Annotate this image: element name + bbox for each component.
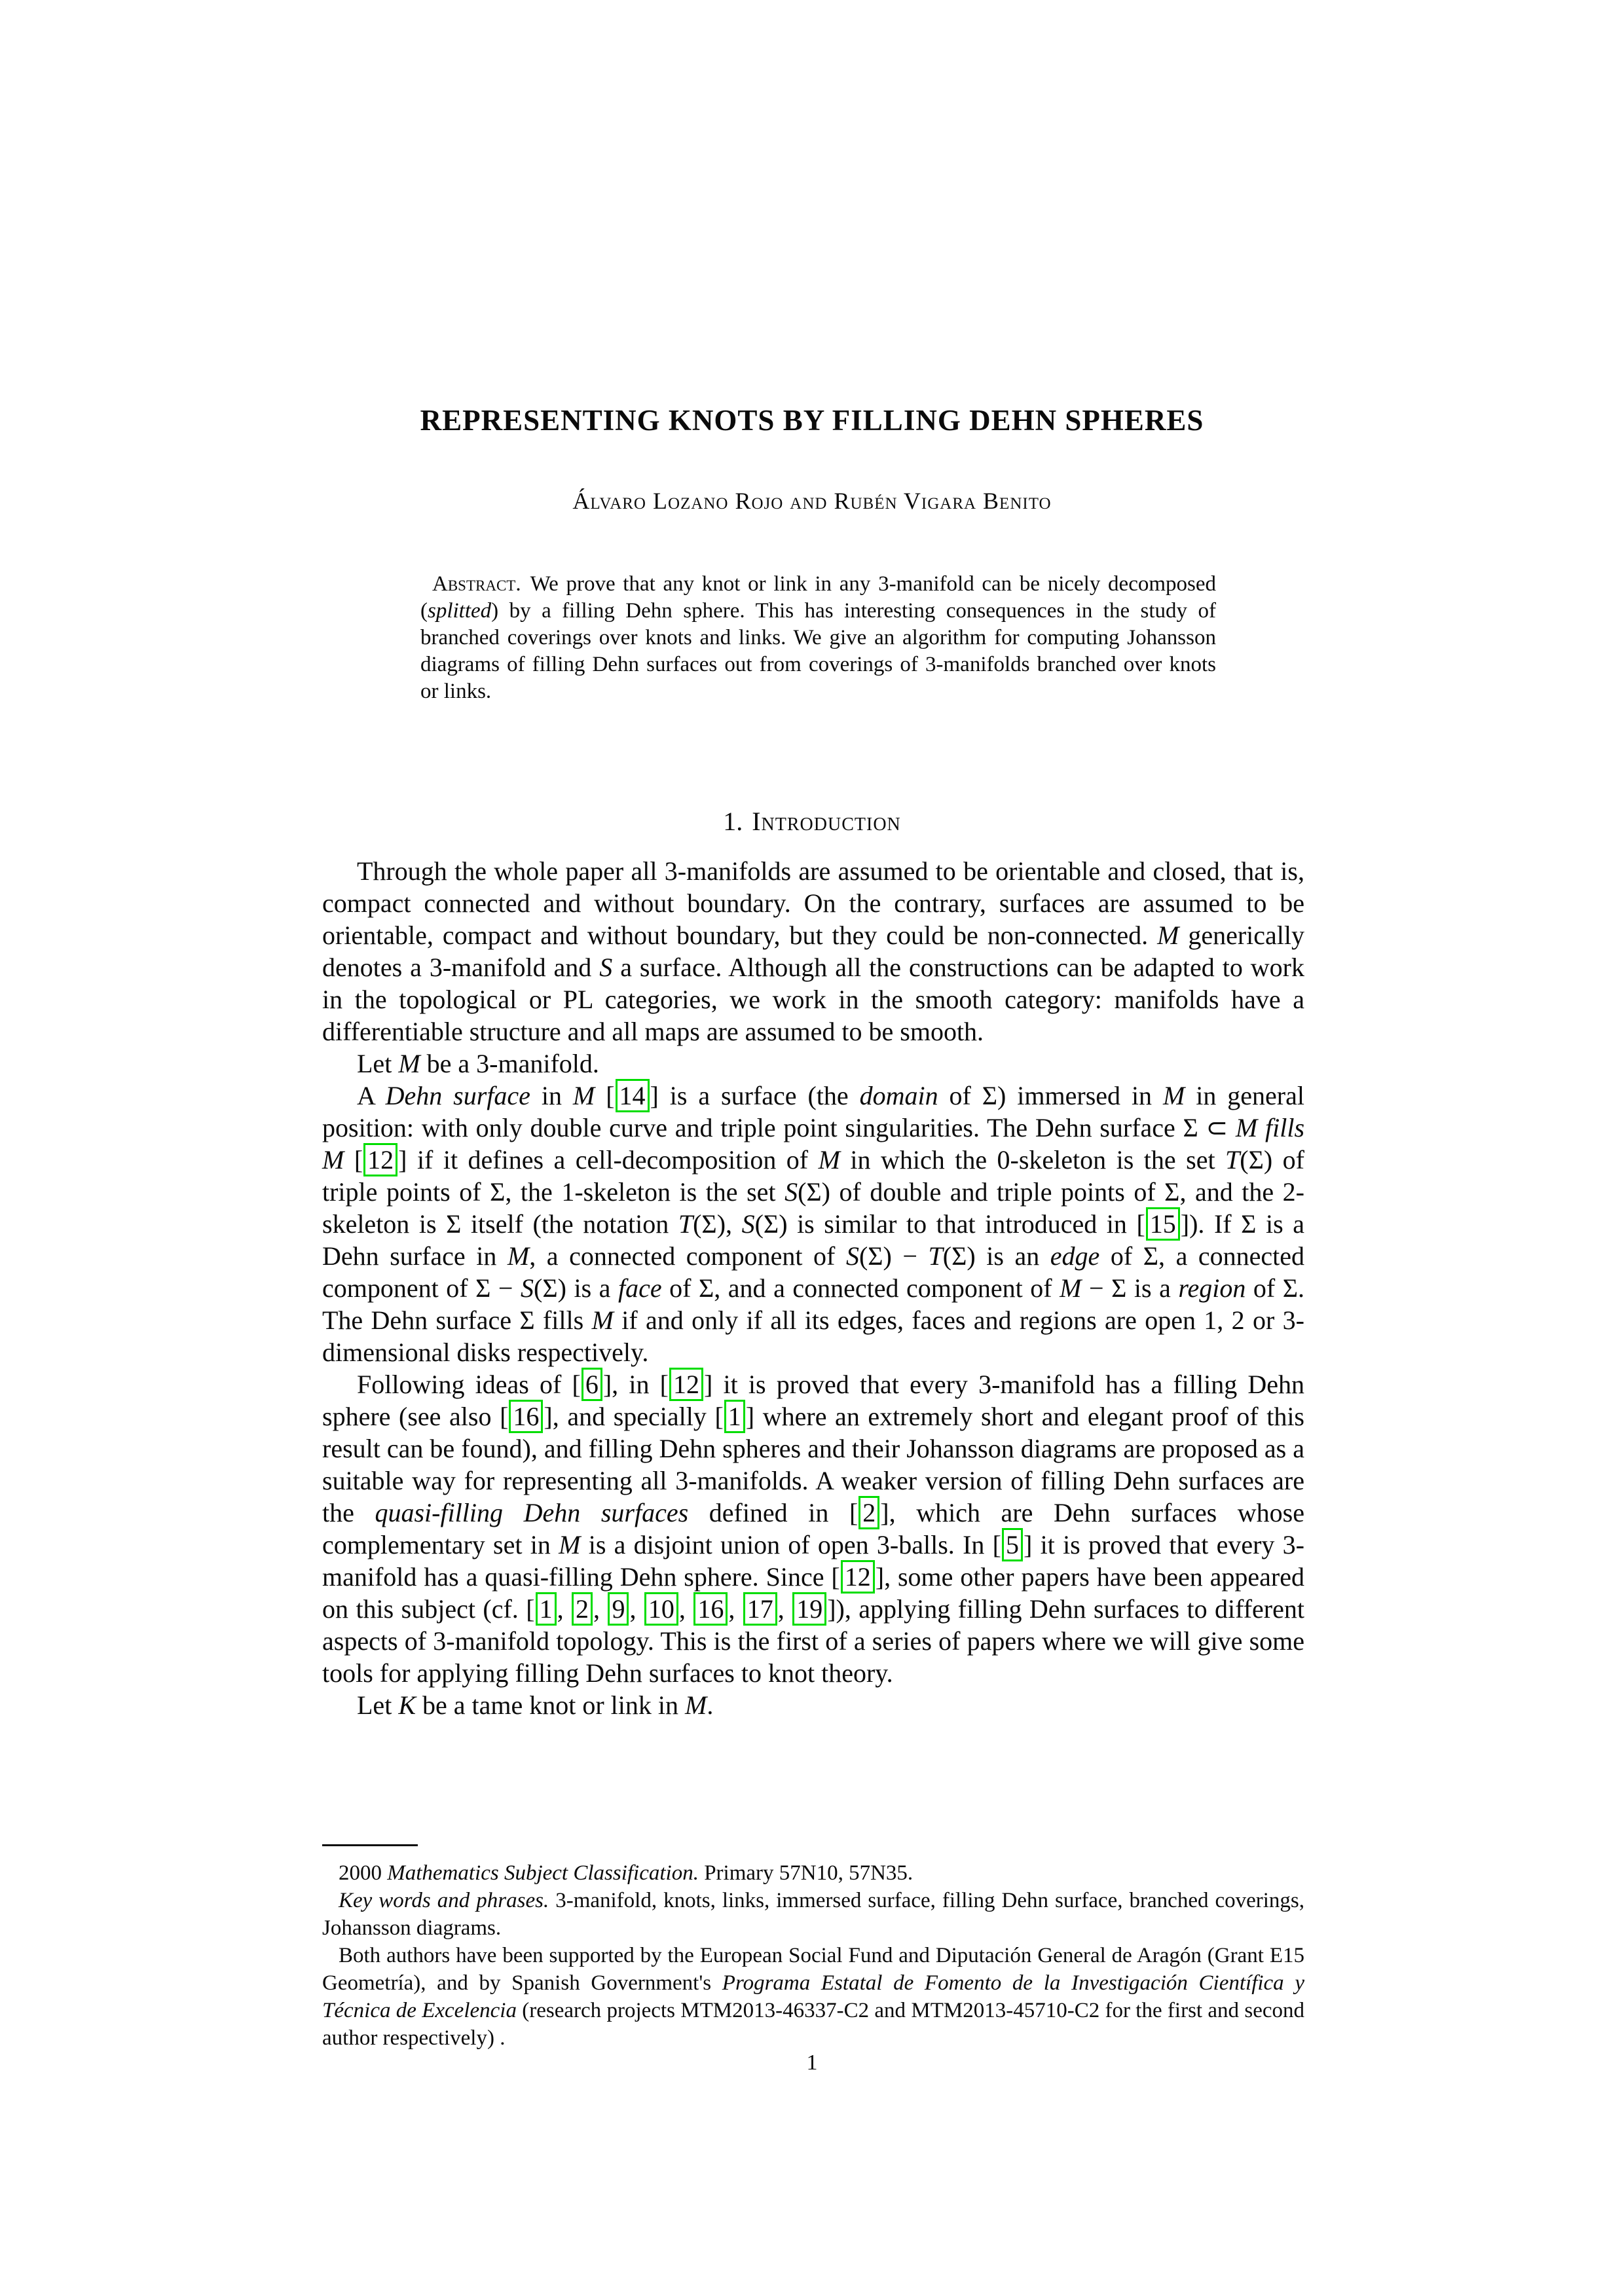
italic-text: quasi-filling Dehn surfaces bbox=[375, 1498, 689, 1527]
text-run: be a tame knot or link in bbox=[416, 1690, 686, 1720]
text-run: defined in bbox=[688, 1498, 849, 1527]
citation: [ 1 ] bbox=[714, 1402, 754, 1431]
text-run: 2000 bbox=[339, 1861, 388, 1885]
text-run: A bbox=[357, 1081, 386, 1110]
italic-text: K bbox=[398, 1690, 416, 1720]
citation: [ 6 ] bbox=[572, 1370, 612, 1399]
footnote-paragraph bbox=[322, 1859, 1304, 1887]
italic-text: Key words and phrases. bbox=[339, 1889, 549, 1912]
text-run: (Σ) of double and triple points of Σ, and the 2-skeleton is Σ itself (the notation bbox=[322, 1177, 1304, 1239]
italic-text: M bbox=[322, 1145, 344, 1175]
citation: [ 1 , 2 , 9 , 10 , 16 , 17 , 19 ] bbox=[526, 1594, 836, 1624]
text-run: − Σ is a bbox=[1081, 1273, 1179, 1303]
text-run: it is proved that every 3-manifold has a quasi-filling Dehn sphere. Since bbox=[322, 1530, 1305, 1592]
italic-text: T bbox=[678, 1209, 693, 1239]
text-run: where an extremely short and elegant proof of this result can be found), and filling Dehn spheres and their Johansson diagrams are proposed as a suitable way for representing all 3-manifolds. A weaker version of filling Dehn surfaces are the bbox=[322, 1402, 1304, 1527]
text-run: it is proved that every 3-manifold has a filling Dehn sphere (see also bbox=[322, 1370, 1305, 1431]
citation: [ 14 ] bbox=[606, 1081, 659, 1110]
text-run: a surface. Although all the constructions can be adapted to work in the topological or PL categories, we work in the smooth category: manifolds have a differentiable structure and all maps are assumed to be smooth. bbox=[322, 953, 1305, 1046]
text-run: is a surface (the bbox=[658, 1081, 860, 1110]
italic-text: S bbox=[784, 1177, 798, 1207]
italic-text: edge bbox=[1050, 1241, 1100, 1271]
citation-link[interactable]: 2 bbox=[572, 1592, 593, 1626]
citation: [ 15 ] bbox=[1136, 1209, 1189, 1239]
italic-text: fills bbox=[1264, 1113, 1305, 1142]
paragraph bbox=[322, 1368, 1304, 1689]
text-run: , some other papers have been appeared on this subject (cf. bbox=[322, 1562, 1304, 1624]
text-run: ) by a filling Dehn sphere. This has interesting consequences in the study of branched coverings over knots and links. We give an algorithm for computing Johansson diagrams of filling Dehn surfaces out from coverings of 3-manifolds branched over knots or links. bbox=[420, 599, 1216, 703]
text-run: (Σ) of triple points of Σ, the 1-skeleton is the set bbox=[322, 1145, 1304, 1207]
italic-text: M bbox=[1157, 920, 1179, 950]
text-run: We prove that any knot or link in any 3-manifold can be nicely decomposed ( bbox=[420, 572, 1216, 623]
text-run: (Σ) is an bbox=[942, 1241, 1050, 1271]
text-run: 3-manifold, knots, links, immersed surface, filling Dehn surface, branched coverings, Johansson diagrams. bbox=[322, 1889, 1305, 1940]
citation: [ 12 ] bbox=[660, 1370, 713, 1399]
italic-text: M bbox=[559, 1530, 581, 1559]
text-run: , in bbox=[612, 1370, 660, 1399]
footnote-paragraph bbox=[322, 1887, 1304, 1942]
paper-title: REPRESENTING KNOTS BY FILLING DEHN SPHERES bbox=[420, 404, 1204, 437]
citation-link[interactable]: 16 bbox=[509, 1400, 543, 1433]
citation-link[interactable]: 9 bbox=[608, 1592, 629, 1626]
introduction-body bbox=[322, 855, 1304, 1721]
text-run: of Σ, a connected component of Σ − bbox=[322, 1241, 1305, 1303]
abstract bbox=[420, 571, 1216, 705]
paragraph bbox=[322, 1080, 1304, 1368]
citation-link[interactable]: 12 bbox=[669, 1368, 703, 1401]
text-run: , a connected component of bbox=[529, 1241, 846, 1271]
paper-authors: Álvaro Lozano Rojo and Rubén Vigara Benito bbox=[572, 488, 1052, 514]
text-run: in which the 0-skeleton is the set bbox=[840, 1145, 1226, 1175]
italic-text: S bbox=[741, 1209, 755, 1239]
citation-link[interactable]: 15 bbox=[1146, 1207, 1180, 1241]
text-run: . bbox=[707, 1690, 714, 1720]
text-run: Both authors have been supported by the European Social Fund and Diputación General de Aragón (Grant E15 Geometría), and by Spanish Government's bbox=[322, 1944, 1304, 1995]
text-run: be a 3-manifold. bbox=[420, 1049, 599, 1078]
italic-text: domain bbox=[859, 1081, 938, 1110]
text-run: if and only if all its edges, faces and regions are open 1, 2 or 3-dimensional disks respectively. bbox=[322, 1305, 1304, 1367]
text-run: in bbox=[530, 1081, 573, 1110]
text-run bbox=[344, 1145, 354, 1175]
italic-text: M bbox=[685, 1690, 707, 1720]
italic-text: M bbox=[507, 1241, 530, 1271]
abstract-label: Abstract. bbox=[432, 572, 521, 596]
italic-text: Programa Estatal de Fomento de la Investigación Científica y Técnica de Excelencia bbox=[322, 1971, 1305, 2022]
text-run: (Σ), bbox=[693, 1209, 742, 1239]
citation-link[interactable]: 19 bbox=[792, 1592, 826, 1626]
italic-text: S bbox=[599, 953, 613, 982]
section-title: Introduction bbox=[752, 807, 901, 836]
page-number: 1 bbox=[806, 2050, 818, 2075]
italic-text: S bbox=[845, 1241, 859, 1271]
text-run: , which are Dehn surfaces whose complementary set in bbox=[322, 1498, 1305, 1559]
citation-link[interactable]: 5 bbox=[1002, 1528, 1023, 1561]
paragraph bbox=[322, 1689, 1304, 1721]
italic-text: face bbox=[618, 1273, 662, 1303]
text-run: in general position: with only double curve and triple point singularities. The Dehn surface Σ ⊂ bbox=[322, 1081, 1304, 1142]
text-run: of Σ) immersed in bbox=[938, 1081, 1163, 1110]
italic-text: Mathematics Subject Classification. bbox=[387, 1861, 699, 1885]
citation-link[interactable]: 6 bbox=[581, 1368, 602, 1401]
section-number: 1. bbox=[723, 807, 743, 836]
footnotes bbox=[322, 1859, 1304, 2052]
citation-link[interactable]: 14 bbox=[616, 1079, 650, 1112]
text-run: Let bbox=[357, 1690, 399, 1720]
text-run: Through the whole paper all 3-manifolds are assumed to be orientable and closed, that is, compact connected and without boundary. On the contrary, surfaces are assumed to be orientable, compact and without boundary, but they could be non-connected. bbox=[322, 856, 1304, 950]
italic-text: M bbox=[1060, 1273, 1082, 1303]
citation: [ 5 ] bbox=[993, 1530, 1033, 1559]
text-run: (Σ) − bbox=[858, 1241, 929, 1271]
citation: [ 16 ] bbox=[500, 1402, 553, 1431]
italic-text: T bbox=[1225, 1145, 1240, 1175]
citation-link[interactable]: 10 bbox=[644, 1592, 678, 1626]
paragraph bbox=[322, 855, 1304, 1048]
text-run: of Σ, and a connected component of bbox=[661, 1273, 1060, 1303]
text-run: (Σ) is a bbox=[534, 1273, 618, 1303]
abstract-text bbox=[420, 572, 1216, 703]
footnote-paragraph bbox=[322, 1942, 1304, 2052]
text-run: ), applying filling Dehn surfaces to different aspects of 3-manifold topology. This is the first of a series of papers where we will give some tools for applying filling Dehn surfaces to knot theory. bbox=[322, 1594, 1304, 1688]
italic-text: M bbox=[572, 1081, 595, 1110]
text-run: Following ideas of bbox=[357, 1370, 572, 1399]
paragraph bbox=[322, 1048, 1304, 1080]
citation-link[interactable]: 12 bbox=[363, 1143, 397, 1176]
italic-text: M bbox=[1163, 1081, 1185, 1110]
text-run: Let bbox=[357, 1049, 399, 1078]
section-heading bbox=[0, 806, 1624, 837]
text-run bbox=[1257, 1113, 1265, 1142]
text-run: if it defines a cell-decomposition of bbox=[407, 1145, 819, 1175]
footnote-rule bbox=[322, 1844, 418, 1846]
text-run: generically denotes a 3-manifold and bbox=[322, 920, 1304, 982]
italic-text: Dehn surface bbox=[385, 1081, 530, 1110]
citation-link[interactable]: 12 bbox=[841, 1560, 875, 1594]
italic-text: M bbox=[398, 1049, 420, 1078]
text-run: is a disjoint union of open 3-balls. In bbox=[580, 1530, 993, 1559]
citation: [ 12 ] bbox=[354, 1145, 407, 1175]
text-run: ). If Σ is a Dehn surface in bbox=[322, 1209, 1304, 1271]
citation-link[interactable]: 1 bbox=[536, 1592, 557, 1626]
citation: [ 12 ] bbox=[831, 1562, 884, 1592]
citation-link[interactable]: 1 bbox=[724, 1400, 745, 1433]
text-run: , and specially bbox=[552, 1402, 715, 1431]
text-run: of Σ. The Dehn surface Σ fills bbox=[322, 1273, 1304, 1335]
citation-link[interactable]: 16 bbox=[693, 1592, 728, 1626]
text-run: (Σ) is similar to that introduced in bbox=[754, 1209, 1137, 1239]
citation: [ 2 ] bbox=[849, 1498, 889, 1527]
italic-text: M bbox=[591, 1305, 614, 1335]
italic-text: M bbox=[1235, 1113, 1258, 1142]
italic-text: S bbox=[521, 1273, 534, 1303]
text-run: Primary 57N10, 57N35. bbox=[698, 1861, 913, 1885]
italic-text: M bbox=[818, 1145, 840, 1175]
italic-text: splitted bbox=[428, 599, 492, 623]
text-run bbox=[595, 1081, 606, 1110]
italic-text: region bbox=[1178, 1273, 1246, 1303]
citation-link[interactable]: 2 bbox=[858, 1496, 879, 1529]
italic-text: T bbox=[928, 1241, 943, 1271]
text-run: (research projects MTM2013-46337-C2 and MTM2013-45710-C2 for the first and second author respectively) . bbox=[322, 1999, 1304, 2050]
citation-link[interactable]: 17 bbox=[743, 1592, 777, 1626]
